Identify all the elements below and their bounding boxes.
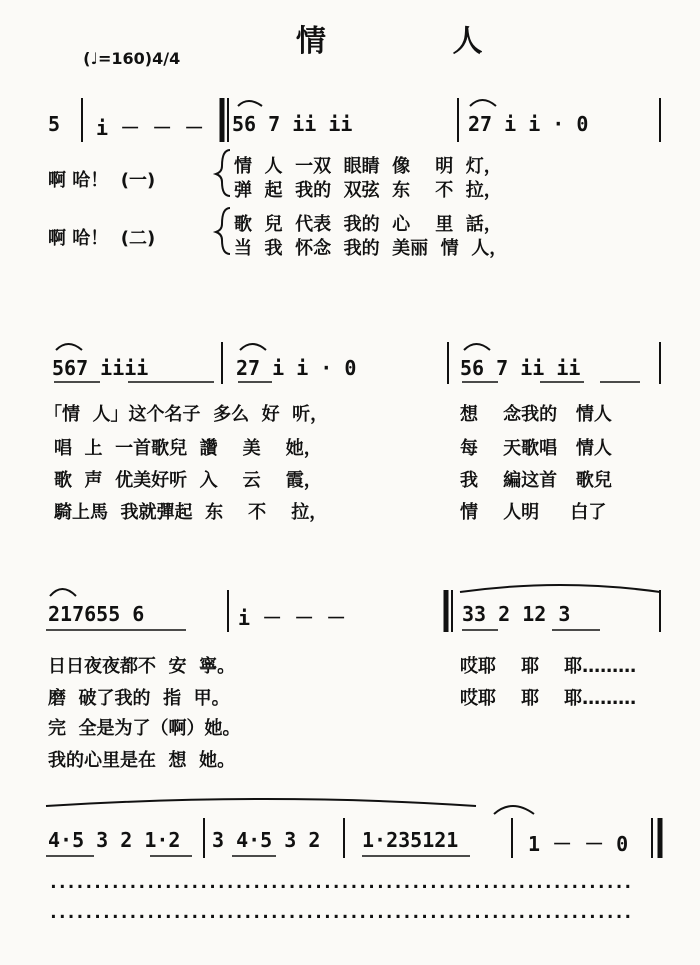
- line4-measure3: 1·235121: [362, 828, 459, 852]
- line4-measure4: 1 － － 0: [528, 832, 629, 856]
- line1-measure1: 56 7 ii ii: [232, 112, 353, 136]
- line1-measure2: 27 i i · 0: [468, 112, 589, 136]
- slur: [56, 344, 82, 350]
- slur: [238, 101, 262, 106]
- line3-measure1: 217655 6: [48, 602, 145, 626]
- line4-measure2: 3 4·5 3 2: [212, 828, 321, 852]
- slur: [46, 799, 476, 806]
- verse1-lyric-b: 弹 起 我的 双弦 东 不 拉，: [234, 180, 502, 201]
- verse2-lyric-b: 当 我 怀念 我的 美丽 情 人，: [234, 238, 508, 259]
- verse1-lyric-a: 情 人 一双 眼睛 像 明 灯，: [234, 156, 502, 177]
- line3-lyric-row: 日日夜夜都不 安 寧。: [48, 656, 236, 677]
- slur: [470, 100, 496, 106]
- line1-pickup: 5: [48, 112, 61, 136]
- tempo-text: (♩=160): [83, 49, 153, 68]
- line3-lyric-row: 磨 破了我的 指 甲。: [48, 688, 230, 709]
- line3-measure3: 33 2 12 3: [462, 602, 571, 626]
- refrain-row: 哎耶 耶 耶………: [460, 656, 637, 677]
- line2-lyric-right-row: 我 編这首 歌兒: [460, 470, 612, 491]
- line3-measure2: i － － －: [238, 606, 347, 630]
- humming-dots: ..................................................................: [48, 902, 632, 923]
- refrain-row: 哎耶 耶 耶………: [460, 688, 637, 709]
- verse-brace: [216, 150, 230, 196]
- line2-lyric-row: 「情 人」这个名子 多么 好 听，: [44, 404, 329, 425]
- line2-lyric-row: 歌 声 优美好听 入 云 霞，: [54, 470, 322, 491]
- verse1-intro: 啊 哈！ (一): [48, 170, 156, 191]
- slur: [464, 344, 490, 350]
- line2-lyric-right-row: 想 念我的 情人: [460, 404, 612, 425]
- line2-measure2: 27 i i · 0: [236, 356, 357, 380]
- line2-measure1: 567 iiii: [52, 356, 149, 380]
- slur: [240, 344, 266, 350]
- slur: [50, 589, 76, 596]
- line2-lyric-row: 騎上馬 我就彈起 东 不 拉，: [54, 502, 328, 523]
- slur: [460, 585, 660, 592]
- line4-measure1: 4·5 3 2 1·2: [48, 828, 181, 852]
- slur: [494, 806, 534, 814]
- line2-lyric-row: 唱 上 一首歌兒 讚 美 她，: [54, 438, 322, 459]
- verse2-lyric-a: 歌 兒 代表 我的 心 里 話，: [234, 214, 502, 235]
- line3-lyric-row: 我的心里是在 想 她。: [48, 750, 236, 771]
- verse-brace: [216, 208, 230, 254]
- song-title: 情 人: [296, 24, 541, 59]
- line2-measure3: 56 7 ii ii: [460, 356, 581, 380]
- line2-lyric-right-row: 每 天歌唱 情人: [460, 438, 612, 459]
- line1-sustain: i － － －: [96, 116, 205, 140]
- time-signature: 4/4: [152, 49, 181, 68]
- humming-dots: ..................................................................: [48, 872, 632, 893]
- verse2-intro: 啊 哈！ (二): [48, 228, 156, 249]
- line3-lyric-row: 完 全是为了（啊）她。: [48, 718, 241, 739]
- line2-lyric-right-row: 情 人明 白了: [460, 502, 607, 523]
